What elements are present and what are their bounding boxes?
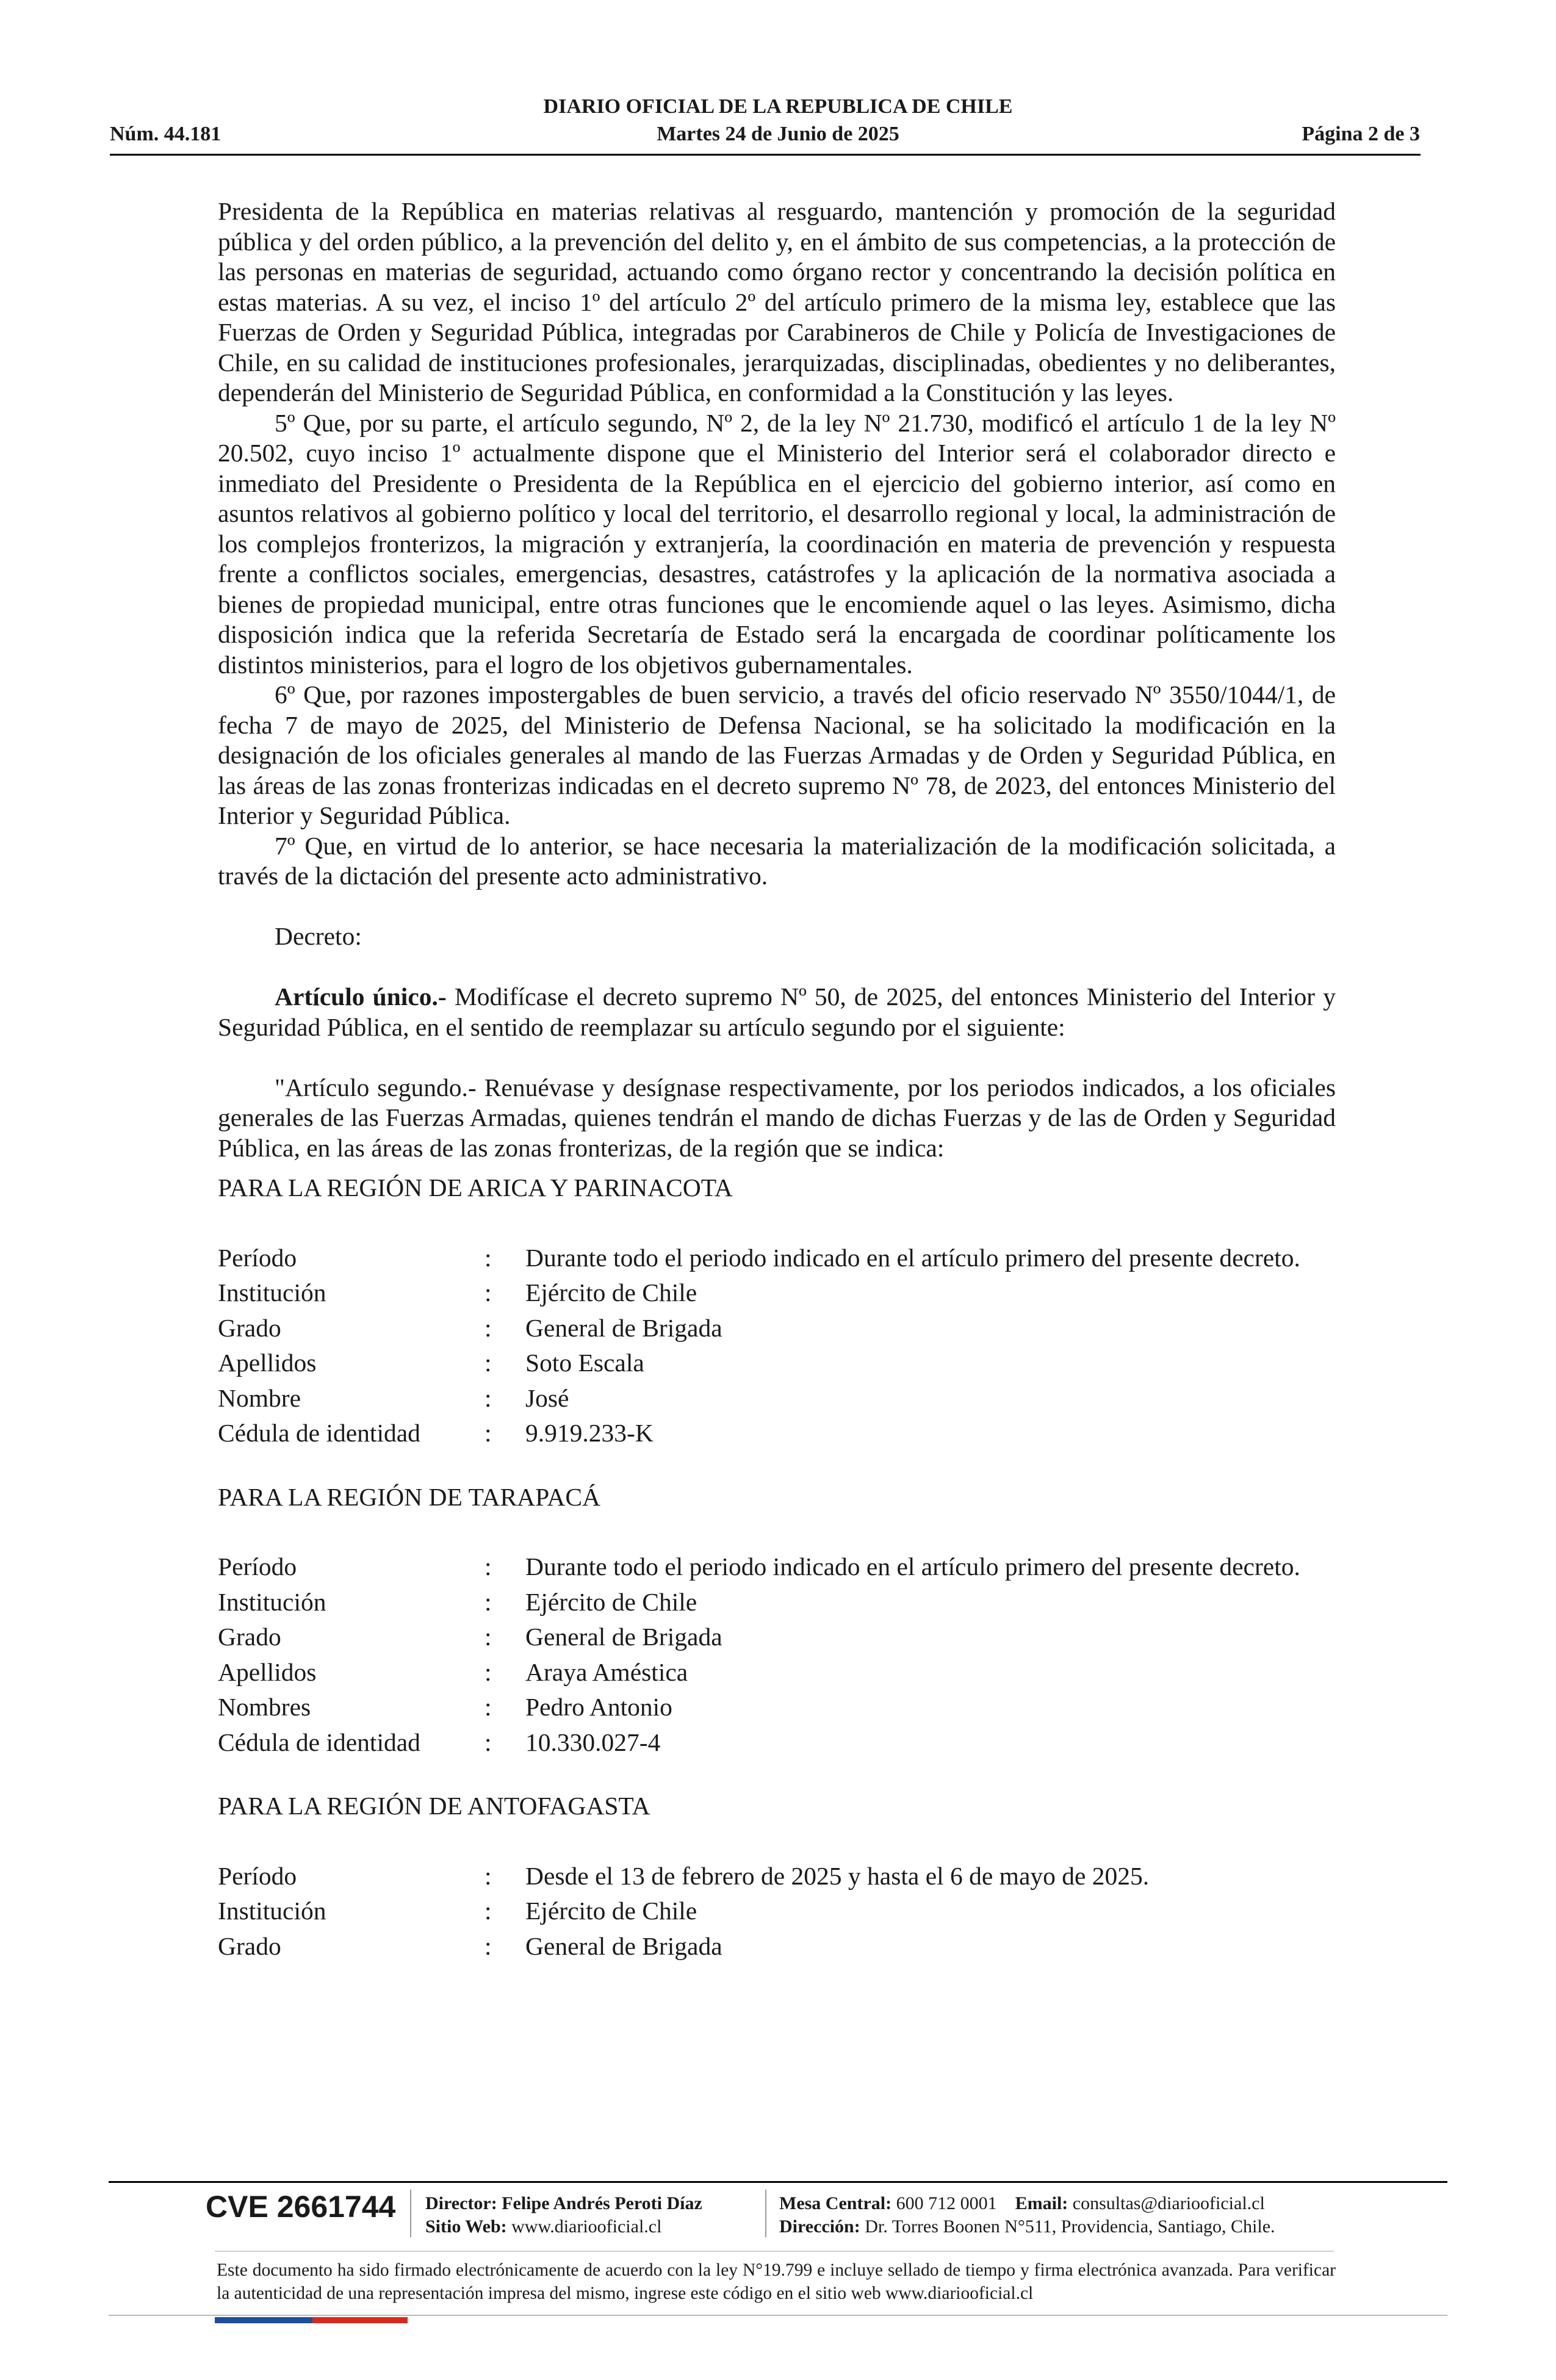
field-value: Ejército de Chile (525, 1897, 697, 1925)
field-row (218, 1383, 1336, 1414)
region-title: PARA LA REGIÓN DE TARAPACÁ (218, 1482, 600, 1511)
field-row (218, 1861, 1336, 1892)
field-separator: : (484, 1587, 492, 1616)
website-line: Sitio Web: www.diariooficial.cl (425, 2216, 662, 2237)
field-separator: : (484, 1243, 492, 1272)
field-row (218, 1587, 1336, 1618)
field-row (218, 1243, 1336, 1274)
field-separator: : (484, 1728, 492, 1756)
footer-inner-divider (215, 2251, 1334, 2252)
field-value: Durante todo el periodo indicado en el artículo primero del presente decreto. (525, 1243, 1300, 1272)
flag-stripe-blue (215, 2317, 312, 2323)
field-row (218, 1418, 1336, 1449)
field-label: Cédula de identidad (218, 1728, 420, 1756)
field-separator: : (484, 1552, 492, 1581)
field-separator: : (484, 1861, 492, 1890)
footer-bottom-divider (109, 2315, 1447, 2316)
field-label: Cédula de identidad (218, 1419, 420, 1447)
field-value: Soto Escala (525, 1349, 644, 1377)
field-row (218, 1552, 1336, 1582)
paragraph-continued: Presidenta de la República en materias relativas al resguardo, mantención y promoción de la seguridad pública y del orden público, a la prevención del delito y, en el ámbito de sus competencias, a la protección de las personas en materias de seguridad, actuando como órgano rector y concentrando la decisión política en estas materias. A su vez, el inciso 1º del artículo 2º del artículo primero de la misma ley, establece que las Fuerzas de Orden y Seguridad Pública, integradas por Carabineros de Chile y Policía de Investigaciones de Chile, en su calidad de instituciones profesionales, jerarquizadas, disciplinadas, obedientes y no deliberantes, dependerán del Ministerio de Seguridad Pública, en conformidad a la Constitución y las leyes. (218, 197, 1336, 406)
field-value: José (525, 1383, 569, 1412)
articulo-unico-label: Artículo único.- (275, 983, 447, 1011)
field-value: 10.330.027-4 (525, 1728, 661, 1756)
field-value: General de Brigada (525, 1931, 722, 1960)
field-value: Durante todo el periodo indicado en el artículo primero del presente decreto. (525, 1552, 1300, 1581)
flag-stripe-red (312, 2317, 408, 2323)
region-fields (218, 1861, 1336, 1962)
field-label: Nombres (218, 1693, 311, 1721)
field-value: Pedro Antonio (525, 1693, 672, 1721)
field-label: Grado (218, 1623, 281, 1651)
address: Dr. Torres Boonen N°511, Providencia, Santiago, Chile. (865, 2216, 1275, 2237)
field-row (218, 1692, 1336, 1723)
field-label: Grado (218, 1931, 281, 1960)
field-row (218, 1313, 1336, 1344)
region-fields (218, 1552, 1336, 1758)
field-label: Institución (218, 1278, 326, 1307)
field-row (218, 1728, 1336, 1758)
field-value: Desde el 13 de febrero de 2025 y hasta el 6 de mayo de 2025. (525, 1861, 1150, 1890)
field-row (218, 1931, 1336, 1962)
field-value: Ejército de Chile (525, 1587, 697, 1616)
field-value: General de Brigada (525, 1313, 722, 1342)
field-label: Apellidos (218, 1657, 317, 1686)
field-row (218, 1896, 1336, 1927)
field-row (218, 1278, 1336, 1308)
footer-separator (765, 2190, 766, 2237)
page-number: Página 2 de 3 (1302, 123, 1420, 145)
field-separator: : (484, 1931, 492, 1960)
field-label: Nombre (218, 1383, 301, 1412)
field-separator: : (484, 1349, 492, 1377)
field-row (218, 1622, 1336, 1653)
region-title: PARA LA REGIÓN DE ANTOFAGASTA (218, 1792, 650, 1820)
paragraph-7: 7º Que, en virtud de lo anterior, se hace necesaria la materialización de la modificación solicitada, a través de la dictación del presente acto administrativo. (218, 831, 1336, 890)
field-value: General de Brigada (525, 1623, 722, 1651)
articulo-unico (218, 982, 1336, 1042)
field-label: Período (218, 1861, 297, 1890)
field-separator: : (484, 1278, 492, 1307)
email-link[interactable]: consultas@diariooficial.cl (1072, 2193, 1265, 2213)
field-row (218, 1348, 1336, 1379)
document-body (218, 197, 1336, 1961)
field-separator: : (484, 1897, 492, 1925)
region-fields (218, 1243, 1336, 1449)
paragraph-6: 6º Que, por razones impostergables de buen servicio, a través del oficio reservado Nº 3550/1044/1, de fecha 7 de mayo de 2025, del Ministerio de Defensa Nacional, se ha solicitado la modificación en la designación de los oficiales generales al mando de las Fuerzas Armadas y de Orden y Seguridad Pública, en las áreas de las zonas fronterizas indicadas en el decreto supremo Nº 78, de 2023, del entonces Ministerio del Interior y Seguridad Pública. (218, 680, 1336, 829)
field-separator: : (484, 1383, 492, 1412)
field-separator: : (484, 1313, 492, 1342)
field-label: Institución (218, 1587, 326, 1616)
phone-number: 600 712 0001 (896, 2193, 997, 2213)
address-line: Dirección: Dr. Torres Boonen N°511, Providencia, Santiago, Chile. (779, 2216, 1275, 2237)
director-line: Director: Felipe Andrés Peroti Díaz (425, 2193, 702, 2213)
articulo-unico-text: Modifícase el decreto supremo Nº 50, de 2025, del entonces Ministerio del Interior y Seguridad Pública, en el sentido de reemplazar su artículo segundo por el siguiente: (218, 983, 1336, 1041)
field-label: Período (218, 1552, 297, 1581)
decreto-heading: Decreto: (275, 922, 362, 950)
field-value: Ejército de Chile (525, 1278, 697, 1307)
paragraph-5: 5º Que, por su parte, el artículo segundo, Nº 2, de la ley Nº 21.730, modificó el artículo 1 de la ley Nº 20.502, cuyo inciso 1º actualmente dispone que el Ministerio del Interior será el colaborador directo e inmediato del Presidente o Presidenta de la República en el ejercicio del gobierno interior, así como en asuntos relativos al gobierno político y local del territorio, el desarrollo regional y local, la administración de los complejos fronterizos, la migración y extranjería, la coordinación en materia de prevención y respuesta frente a conflictos sociales, emergencias, desastres, catástrofes y la aplicación de la normativa asociada a bienes de propiedad municipal, entre otras funciones que le encomiende aquel o las leyes. Asimismo, dicha disposición indica que la referida Secretaría de Estado será la encargada de coordinar políticamente los distintos ministerios, para el logro de los objetivos gubernamentales. (218, 408, 1336, 679)
website-link[interactable]: www.diariooficial.cl (511, 2216, 662, 2237)
field-separator: : (484, 1657, 492, 1686)
director-name: Felipe Andrés Peroti Díaz (502, 2193, 702, 2213)
field-label: Período (218, 1243, 297, 1272)
issue-date: Martes 24 de Junio de 2025 (657, 123, 899, 145)
region-title: PARA LA REGIÓN DE ARICA Y PARINACOTA (218, 1174, 733, 1202)
field-value: 9.919.233-K (525, 1419, 654, 1447)
footer-divider (109, 2181, 1447, 2183)
field-separator: : (484, 1623, 492, 1651)
newspaper-title: DIARIO OFICIAL DE LA REPUBLICA DE CHILE (543, 95, 1013, 118)
footer-separator (410, 2190, 411, 2237)
field-row (218, 1657, 1336, 1688)
field-label: Apellidos (218, 1349, 317, 1377)
contact-line: Mesa Central: 600 712 0001 Email: consultas@diariooficial.cl (779, 2193, 1265, 2213)
legal-notice: Este documento ha sido firmado electrónicamente de acuerdo con la ley N°19.799 e incluye sellado de tiempo y firma electrónica avanzada. Para verificar la autenticidad de una representación impresa del mismo, ingrese este código en el sitio web www.diariooficial.cl (217, 2260, 1336, 2303)
field-label: Institución (218, 1897, 326, 1925)
field-value: Araya Améstica (525, 1657, 688, 1686)
header-divider (110, 154, 1421, 156)
field-separator: : (484, 1693, 492, 1721)
field-label: Grado (218, 1313, 281, 1342)
issue-number: Núm. 44.181 (110, 123, 222, 145)
articulo-segundo: "Artículo segundo.- Renuévase y desígnase respectivamente, por los periodos indicados, a los oficiales generales de las Fuerzas Armadas, quienes tendrán el mando de dichas Fuerzas y de las de Orden y Seguridad Pública, en las áreas de las zonas fronterizas, de la región que se indica: (218, 1073, 1336, 1162)
cve-code: CVE 2661744 (206, 2190, 396, 2224)
field-separator: : (484, 1419, 492, 1447)
